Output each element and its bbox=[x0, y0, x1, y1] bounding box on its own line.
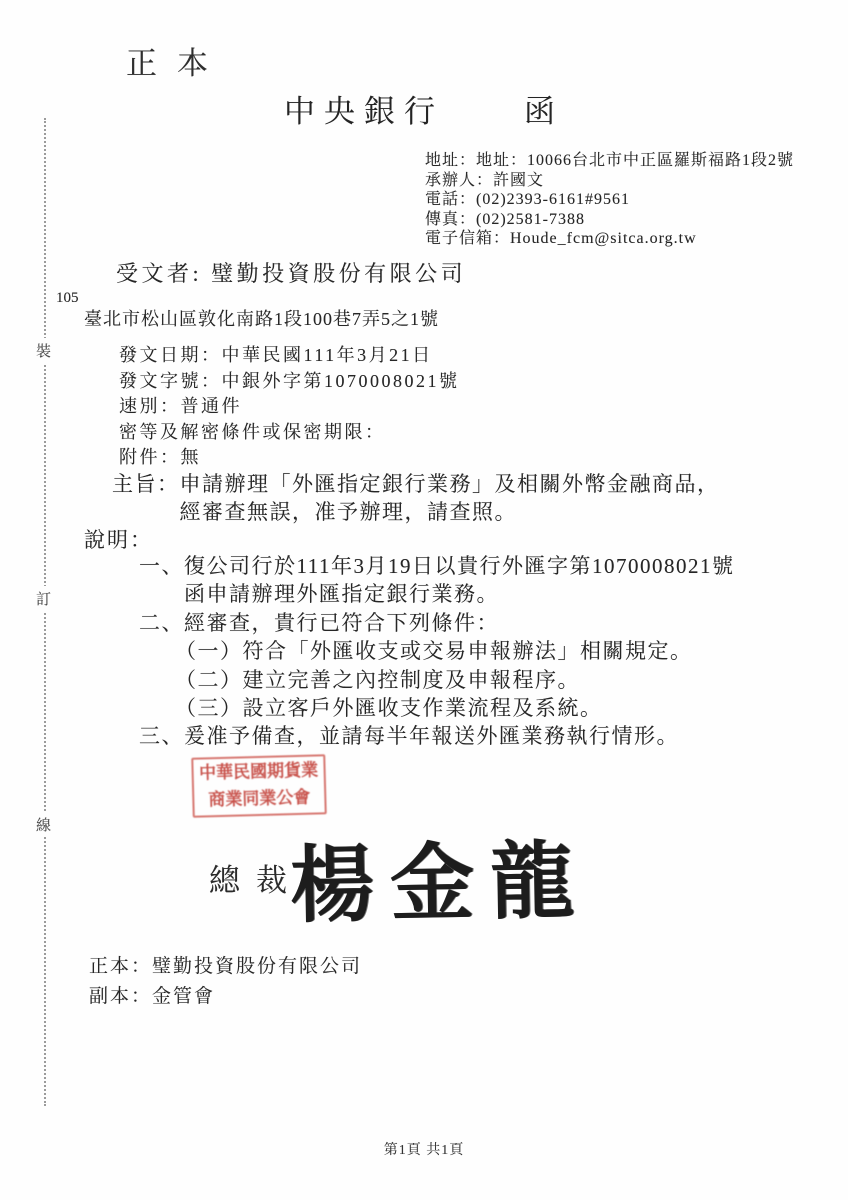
sender-phone-line: 電話：(02)2393-6161#9561 bbox=[425, 191, 630, 208]
list-item bbox=[139, 552, 767, 609]
list-sub-item bbox=[175, 637, 767, 665]
list-item-text: 經審查，貴行已符合下列條件： bbox=[184, 610, 499, 635]
issue-date-line: 發文日期：中華民國111年3月21日 bbox=[119, 345, 433, 365]
seal-text-row: 商業同業公會 bbox=[208, 787, 311, 810]
list-item-marker: 一、 bbox=[139, 554, 184, 578]
list-item-marker: （一） bbox=[175, 639, 243, 664]
sender-info-block bbox=[425, 151, 794, 249]
original-copy-line: 正本：璧勤投資股份有限公司 bbox=[89, 956, 363, 977]
copies-block bbox=[89, 952, 362, 1011]
list-sub-item bbox=[175, 694, 767, 722]
classification-line: 密等及解密條件或保密期限： bbox=[119, 421, 386, 442]
subject-label: 主旨： bbox=[112, 472, 180, 496]
list-item-text: 建立完善之內控制度及申報程序。 bbox=[242, 667, 580, 692]
copy-type-label: 正本 bbox=[126, 46, 228, 81]
list-item bbox=[139, 609, 767, 637]
sender-contact-person-line: 承辦人：許國文 bbox=[425, 171, 545, 189]
signer-title: 總裁 bbox=[209, 863, 303, 898]
list-sub-item bbox=[175, 666, 767, 694]
sender-address-line: 地址：地址：10066台北市中正區羅斯福路1段2號 bbox=[425, 152, 795, 169]
binding-dotted-line bbox=[44, 118, 46, 1106]
binding-mark-xian: 線 bbox=[36, 812, 51, 837]
reference-number-line: 發文字號：中銀外字第1070008021號 bbox=[119, 370, 460, 391]
subject-text: 申請辦理「外匯指定銀行業務」及相關外幣金融商品，經審查無誤，准予辦理，請查照。 bbox=[179, 472, 720, 524]
list-item-text: 符合「外匯收支或交易申報辦法」相關規定。 bbox=[242, 639, 693, 664]
red-official-seal bbox=[191, 754, 327, 817]
recipient-postal-code: 105 bbox=[56, 290, 79, 306]
list-item-marker: （二） bbox=[175, 667, 243, 692]
subject-row bbox=[112, 470, 742, 526]
seal-text-row: 中華民國期貨業 bbox=[198, 760, 319, 783]
list-item-marker: 三、 bbox=[139, 724, 184, 749]
document-title: 中央銀行 函 bbox=[284, 94, 564, 129]
cc-copy-line: 副本：金管會 bbox=[89, 985, 216, 1007]
explanation-section-label: 說明： bbox=[84, 528, 153, 552]
recipient-line: 受文者: 璧勤投資股份有限公司 bbox=[116, 261, 467, 286]
attachment-line: 附件：無 bbox=[119, 447, 201, 468]
document-meta-block bbox=[119, 343, 460, 471]
list-item-text: 設立客戶外匯收支作業流程及系統。 bbox=[242, 696, 603, 721]
recipient-address: 臺北市松山區敦化南路1段100巷7弄5之1號 bbox=[84, 309, 439, 329]
priority-line: 速別：普通件 bbox=[119, 396, 242, 417]
list-item-marker: （三） bbox=[175, 696, 243, 721]
explanation-list bbox=[139, 552, 767, 751]
sender-email-line: 電子信箱：Houde_fcm@sitca.org.tw bbox=[425, 230, 697, 247]
signature-calligraphy: 楊金龍 bbox=[289, 835, 591, 934]
list-item-text: 爰准予備查，並請每半年報送外匯業務執行情形。 bbox=[184, 724, 679, 749]
list-item bbox=[139, 722, 767, 750]
binding-mark-zhuang: 裝 bbox=[36, 338, 51, 363]
list-item-marker: 二、 bbox=[139, 610, 184, 635]
sender-fax-line: 傳真：(02)2581-7388 bbox=[425, 210, 585, 228]
list-item-text: 復公司行於111年3月19日以貴行外匯字第1070008021號函申請辦理外匯指定銀行業務。 bbox=[184, 554, 735, 607]
binding-mark-ding: 訂 bbox=[36, 586, 51, 611]
page-number-footer: 第1頁 共1頁 bbox=[383, 1143, 465, 1158]
